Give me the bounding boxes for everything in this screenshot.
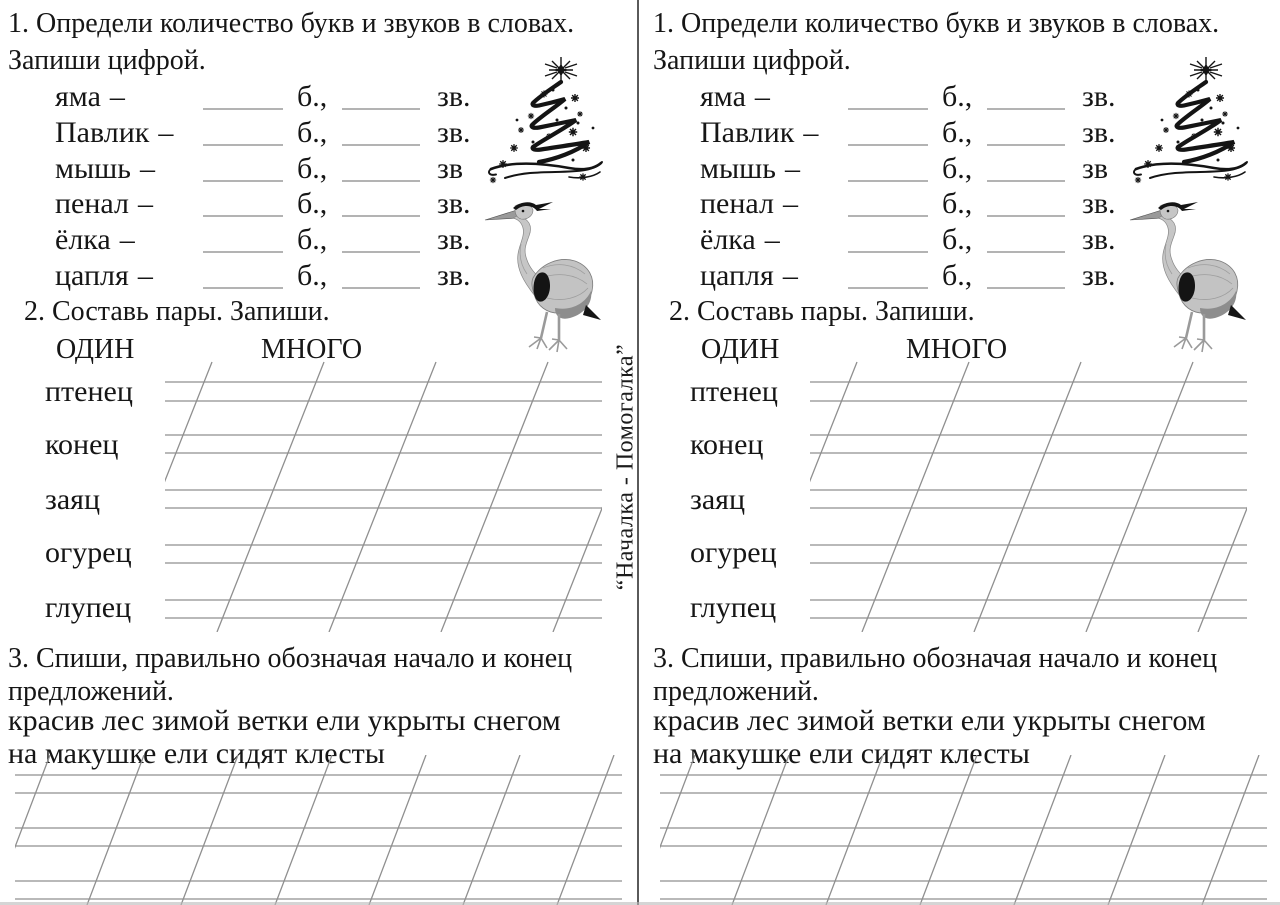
dash: – [782, 258, 798, 292]
task1-row [55, 79, 495, 115]
task1-row [700, 79, 1140, 115]
task2-word: птенец [690, 375, 778, 408]
heron-legs [541, 312, 559, 340]
task2-heading: 2. Составь пары. Запиши. [24, 296, 330, 327]
task1-word: Павлик [55, 115, 150, 149]
letters-label: б., [297, 258, 328, 292]
task3-copy-line1: красив лес зимой ветки ели укрыты снегом [653, 704, 1206, 737]
task3-writing-grid [15, 755, 622, 905]
letters-label: б., [942, 258, 973, 292]
task2-heading: 2. Составь пары. Запиши. [669, 296, 975, 327]
dash: – [158, 115, 174, 149]
task1-word: яма [55, 80, 101, 113]
task1-row [55, 115, 495, 151]
heron-feet [529, 337, 567, 352]
sounds-label: зв. [1082, 187, 1116, 221]
letters-blank [203, 213, 283, 217]
letters-blank [203, 142, 283, 146]
letters-label: б., [942, 187, 973, 221]
task2-word: глупец [45, 591, 132, 624]
dash: – [782, 187, 798, 221]
task2-word: огурец [690, 536, 777, 569]
task1-word: ёлка [700, 223, 756, 257]
dash: – [764, 223, 780, 257]
task3-copy-line2: на макушке ели сидят клесты [653, 737, 1030, 770]
dash: – [803, 115, 819, 149]
task1-word: яма [700, 80, 746, 113]
task1-heading-line2: Запиши цифрой. [653, 44, 851, 76]
task3-heading [653, 642, 1273, 708]
sounds-blank [987, 213, 1065, 217]
sounds-label: зв. [1082, 223, 1116, 257]
dash: – [137, 187, 153, 221]
task1-word: мышь [700, 151, 776, 185]
task1-row [55, 258, 495, 294]
task2-writing-grid [165, 360, 602, 632]
letters-blank [203, 285, 283, 289]
sounds-label: зв. [1082, 258, 1116, 292]
dash: – [119, 223, 135, 257]
sounds-label: зв. [437, 115, 471, 149]
task1-word: цапля [700, 258, 774, 292]
task1-heading-line1: 1. Определи количество букв и звуков в словах. [8, 8, 575, 39]
sounds-label: зв. [1082, 80, 1116, 113]
sounds-label: зв [1082, 151, 1109, 185]
grey-heron-icon [483, 188, 603, 356]
worksheet-page-right [645, 0, 1280, 905]
dash: – [139, 151, 155, 185]
task1-rows [55, 79, 495, 294]
task1-row [700, 151, 1140, 187]
task1-word: цапля [55, 258, 129, 292]
watermark-text: “Началка - Помогалка” [612, 343, 639, 591]
christmas-tree-icon [1132, 56, 1248, 184]
grey-heron-icon [1128, 188, 1248, 356]
christmas-tree-icon [487, 56, 603, 184]
task3-heading-line1: 3. Спиши, правильно обозначая начало и конец [653, 643, 1218, 674]
letters-label: б., [297, 151, 328, 185]
sounds-blank [987, 178, 1065, 182]
task2-column-one: ОДИН [56, 334, 135, 365]
task1-row [700, 258, 1140, 294]
dash: – [754, 80, 770, 113]
sounds-blank [342, 106, 420, 110]
task2-writing-grid [810, 360, 1247, 632]
task1-row [55, 186, 495, 222]
letters-blank [848, 249, 928, 253]
task3-copy-line2: на макушке ели сидят клесты [8, 737, 385, 770]
task1-heading-line2: Запиши цифрой. [8, 44, 206, 76]
sounds-label: зв. [437, 223, 471, 257]
task2-word: конец [45, 428, 119, 461]
letters-blank [203, 106, 283, 110]
letters-blank [848, 106, 928, 110]
sounds-blank [987, 285, 1065, 289]
letters-label: б., [942, 151, 973, 185]
sounds-label: зв. [437, 258, 471, 292]
task3-heading-line2: предложений. [653, 676, 819, 707]
sounds-label: зв [437, 151, 464, 185]
task2-word: конец [690, 428, 764, 461]
task1-heading-line1: 1. Определи количество букв и звуков в словах. [653, 8, 1220, 39]
task2-column-many: МНОГО [261, 334, 363, 365]
letters-label: б., [297, 187, 328, 221]
task1-row [55, 222, 495, 258]
letters-label: б., [942, 80, 973, 113]
task2-word: глупец [690, 591, 777, 624]
task1-word: мышь [55, 151, 131, 185]
task2-column-one: ОДИН [701, 334, 780, 365]
sounds-label: зв. [437, 80, 471, 113]
task3-copy-line1: красив лес зимой ветки ели укрыты снегом [8, 704, 561, 737]
task1-row [700, 222, 1140, 258]
task1-word: пенал [55, 187, 129, 221]
sounds-label: зв. [1082, 115, 1116, 149]
dash: – [784, 151, 800, 185]
task1-word: ёлка [55, 223, 111, 257]
task2-word: заяц [690, 483, 746, 516]
letters-blank [848, 285, 928, 289]
letters-blank [848, 213, 928, 217]
task1-word: пенал [700, 187, 774, 221]
worksheet-page-left [0, 0, 637, 905]
task2-word: огурец [45, 536, 132, 569]
task2-word: птенец [45, 375, 133, 408]
task1-row [55, 151, 495, 187]
letters-blank [203, 178, 283, 182]
letters-label: б., [942, 223, 973, 257]
letters-blank [848, 142, 928, 146]
sounds-blank [987, 142, 1065, 146]
letters-label: б., [297, 223, 328, 257]
dash: – [137, 258, 153, 292]
sounds-blank [342, 142, 420, 146]
letters-label: б., [942, 115, 973, 149]
sounds-blank [342, 285, 420, 289]
dash: – [109, 80, 125, 113]
sounds-blank [342, 178, 420, 182]
task2-column-many: МНОГО [906, 334, 1008, 365]
task2-word: заяц [45, 483, 101, 516]
heron-feet [1174, 337, 1212, 352]
task1-rows [700, 79, 1140, 294]
sounds-blank [342, 249, 420, 253]
sounds-blank [987, 249, 1065, 253]
letters-blank [203, 249, 283, 253]
task1-row [700, 115, 1140, 151]
sounds-label: зв. [437, 187, 471, 221]
task3-heading-line2: предложений. [8, 676, 174, 707]
letters-label: б., [297, 115, 328, 149]
task1-word: Павлик [700, 115, 795, 149]
sounds-blank [342, 213, 420, 217]
task3-heading [8, 642, 628, 708]
letters-blank [848, 178, 928, 182]
sounds-blank [987, 106, 1065, 110]
task3-writing-grid [660, 755, 1267, 905]
task3-heading-line1: 3. Спиши, правильно обозначая начало и конец [8, 643, 573, 674]
heron-legs [1186, 312, 1204, 340]
letters-label: б., [297, 80, 328, 113]
task1-row [700, 186, 1140, 222]
